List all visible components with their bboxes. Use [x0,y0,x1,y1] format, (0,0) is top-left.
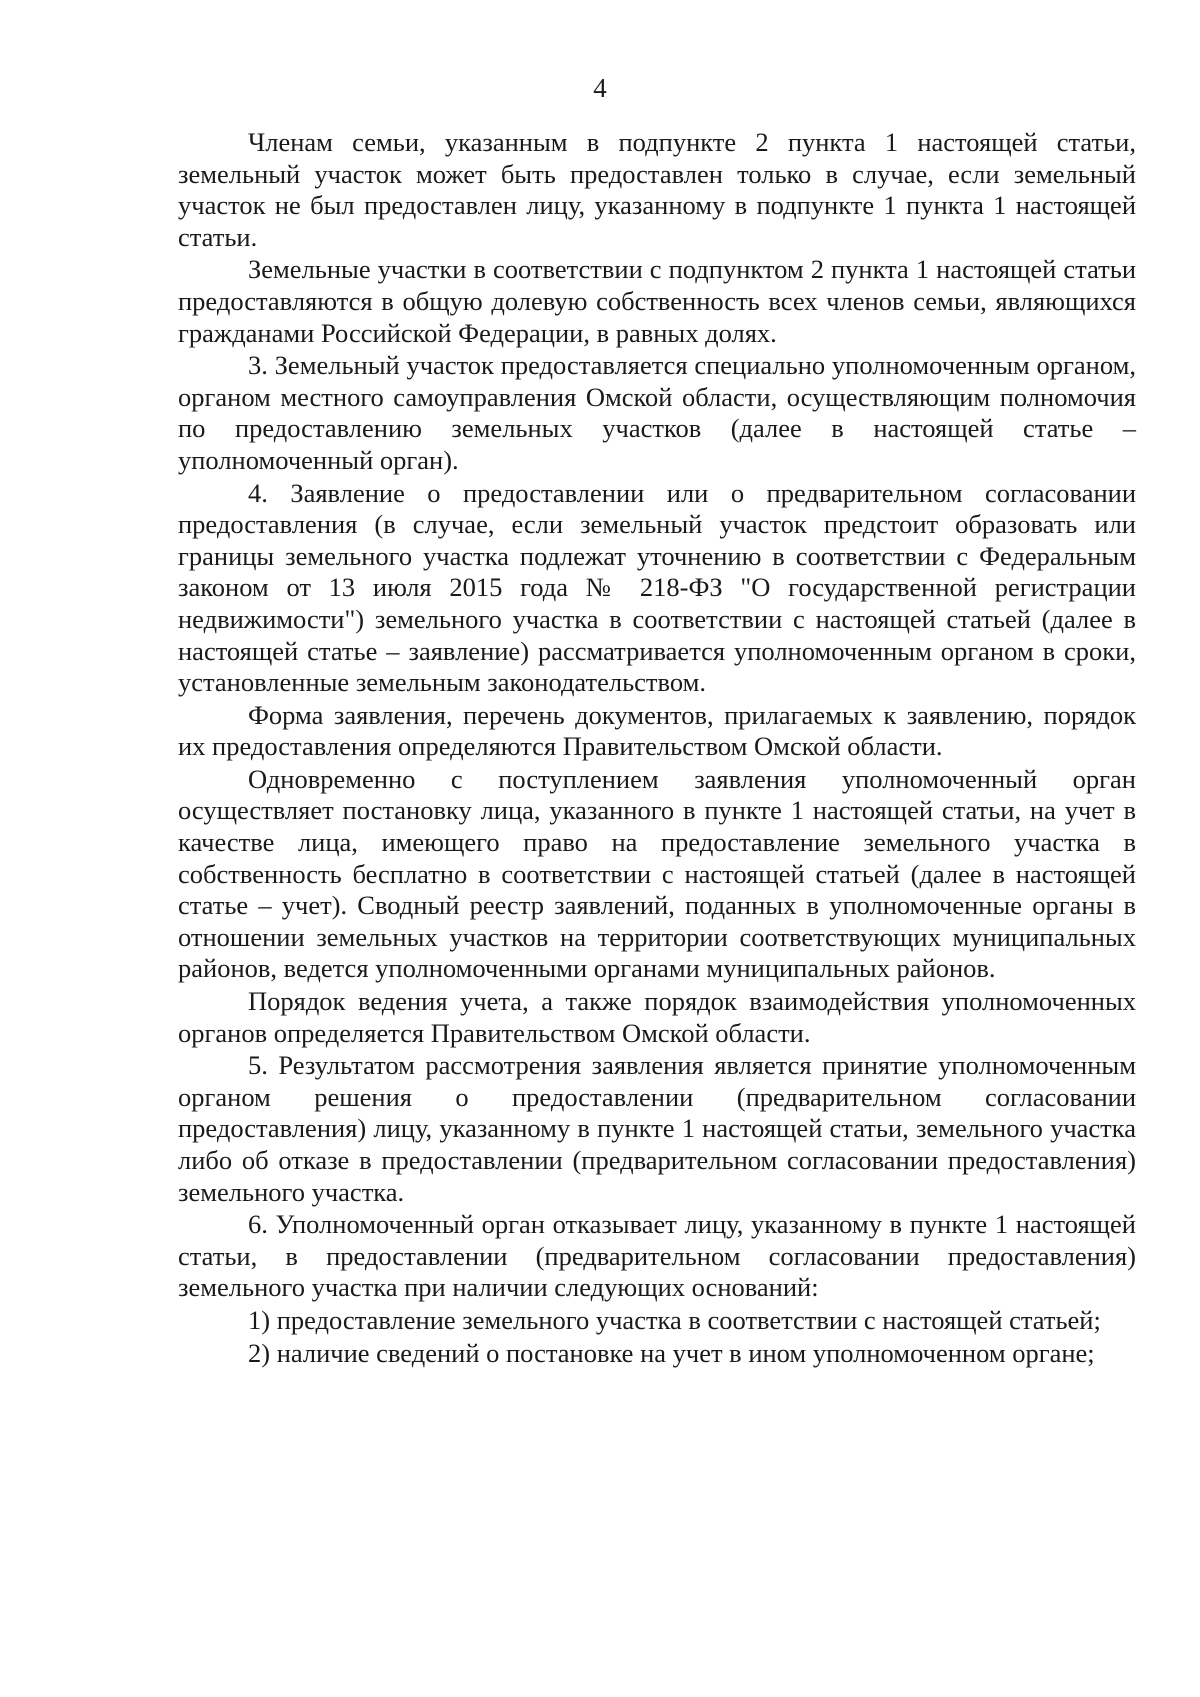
paragraph-item-3: 3. Земельный участок предоставляется специально уполномоченным органом, органом местного самоуправления Омской области, осуществляющим полномочия по предоставлению земельных участков (далее в настоящей статье – уполномоченный орган). [178,350,1136,475]
paragraph-accounting-procedure: Порядок ведения учета, а также порядок взаимодействия уполномоченных органов определяется Правительством Омской области. [178,986,1136,1048]
paragraph-family-members: Членам семьи, указанным в подпункте 2 пункта 1 настоящей статьи, земельный участок может быть предоставлен только в случае, если земельный участок не был предоставлен лицу, указанному в подпункте 1 пункта 1 настоящей статьи. [178,127,1136,252]
paragraph-shared-ownership: Земельные участки в соответствии с подпунктом 2 пункта 1 настоящей статьи предоставляются в общую долевую собственность всех членов семьи, являющихся гражданами Российской Федерации, в равных долях. [178,254,1136,348]
document-body [178,127,1136,1370]
paragraph-subitem-1: 1) предоставление земельного участка в соответствии с настоящей статьей; [248,1304,1101,1335]
paragraph-application-form: Форма заявления, перечень документов, прилагаемых к заявлению, порядок их предоставления определяются Правительством Омской области. [178,699,1136,762]
paragraph-item-4: 4. Заявление о предоставлении или о предварительном согласовании предоставления (в случае, если земельный участок предстоит образовать или границы земельного участка подлежат уточнению в соответствии с Федеральным законом от 13 июля 2015 года № 218-ФЗ "О государственной регистрации недвижимости") земельного участка в соответствии с настоящей статьей (далее в настоящей статье – заявление) рассматривается уполномоченным органом в сроки, установленные земельным законодательством. [178,477,1136,698]
paragraph-item-5: 5. Результатом рассмотрения заявления является принятие уполномоченным органом решения о предоставлении (предварительном согласовании предоставления) лицу, указанному в пункте 1 настоящей статьи, земельного участка либо об отказе в предоставлении (предварительном согласовании предоставления) земельного участка. [178,1050,1136,1207]
paragraph-item-6: 6. Уполномоченный орган отказывает лицу, указанному в пункте 1 настоящей статьи, в предоставлении (предварительном согласовании предоставления) земельного участка при наличии следующих оснований: [178,1209,1136,1303]
page-number: 4 [593,73,607,103]
paragraph-subitem-2: 2) наличие сведений о постановке на учет в ином уполномоченном органе; [248,1337,1095,1368]
paragraph-registration: Одновременно с поступлением заявления уполномоченный орган осуществляет постановку лица, указанного в пункте 1 настоящей статьи, на учет в качестве лица, имеющего право на предоставление земельного участка в собственность бесплатно в соответствии с настоящей статьей (далее в настоящей статье – учет). Сводный реестр заявлений, поданных в уполномоченные органы в отношении земельных участков на территории соответствующих муниципальных районов, ведется уполномоченными органами муниципальных районов. [178,763,1136,984]
